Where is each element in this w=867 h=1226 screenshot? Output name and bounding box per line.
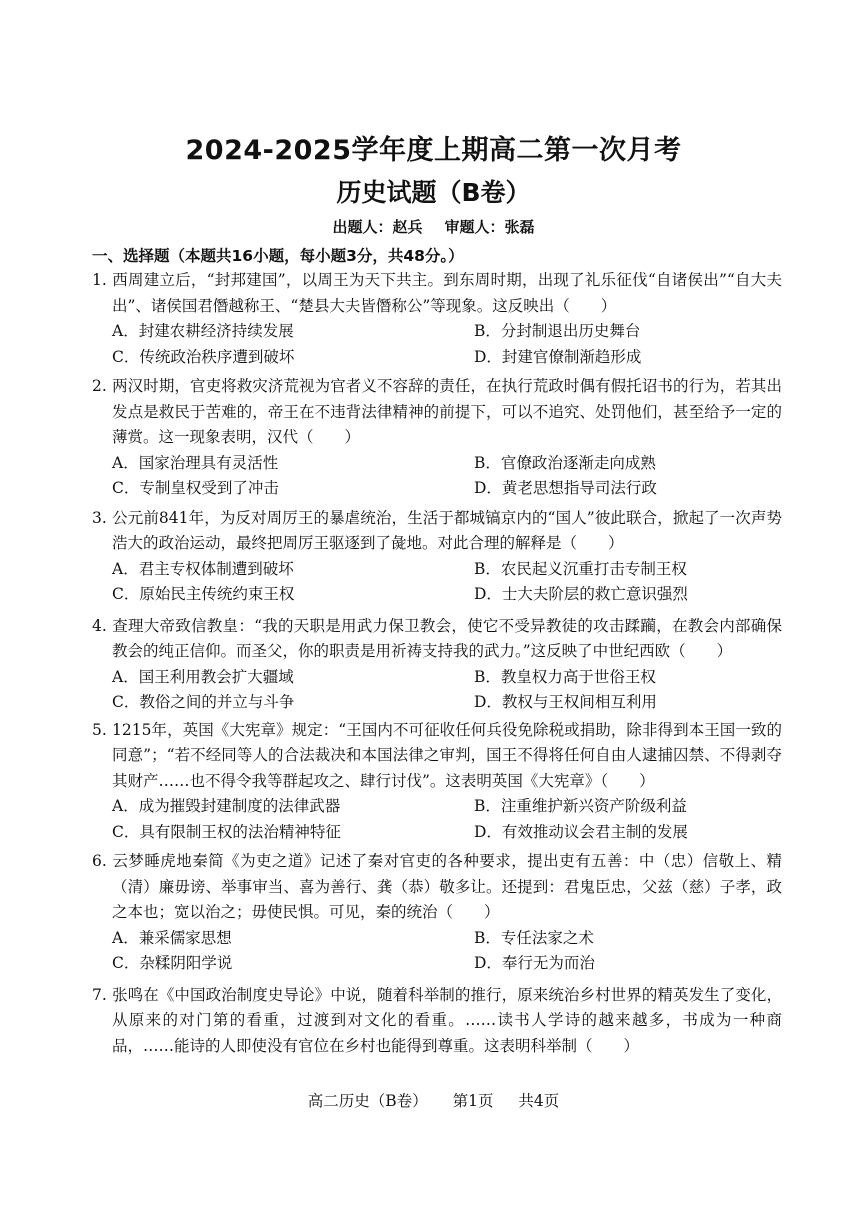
question-text: 查理大帝致信教皇：“我的天职是用武力保卫教会，使它不受异教徒的攻击蹂躏，在教会内部确保教会的纯正信仰。而圣父，你的职责是用祈祷支持我的武力。”这反映了中世纪西欧（ ） bbox=[112, 616, 782, 660]
question-text: 1215年，英国《大宪章》规定：“王国内不可征收任何兵役免除税或捐助，除非得到本王国一致的同意”；“若不经同等人的合法裁决和本国法律之审判，国王不得将任何自由人逮捕囚禁、不得剥夺其财产……也不得令我等群起攻之、肆行讨伐”。这表明英国《大宪章》（ ） bbox=[112, 720, 782, 790]
option-b: B．分封制退出历史舞台 bbox=[474, 322, 641, 340]
option-b: B．官僚政治逐渐走向成熟 bbox=[474, 453, 656, 472]
option-grid bbox=[92, 665, 782, 716]
option-c: C．专制皇权受到了冲击 bbox=[112, 479, 279, 497]
option-d: D．教权与王权间相互利用 bbox=[474, 693, 657, 711]
question-number: 5. bbox=[92, 720, 107, 739]
question-list bbox=[92, 268, 782, 1059]
question-number: 6. bbox=[92, 852, 107, 870]
option-c: C．传统政治秩序遭到破坏 bbox=[112, 347, 295, 366]
page-footer bbox=[0, 1089, 867, 1111]
option-b: B．农民起义沉重打击专制王权 bbox=[474, 559, 687, 578]
section-heading: 一、选择题（本题共16小题，每小题3分，共48分。） bbox=[92, 247, 464, 265]
question-stem bbox=[92, 374, 782, 451]
option-b: B．注重维护新兴资产阶级利益 bbox=[474, 797, 687, 815]
question-stem bbox=[92, 983, 782, 1060]
question-6 bbox=[92, 849, 782, 977]
question-stem bbox=[92, 614, 782, 665]
exam-title: 2024-2025学年度上期高二第一次月考 bbox=[185, 135, 682, 166]
question-number: 1. bbox=[92, 271, 107, 289]
option-d: D．黄老思想指导司法行政 bbox=[474, 479, 657, 497]
footer-page-total: 共4页 bbox=[518, 1092, 560, 1110]
option-b: B．教皇权力高于世俗王权 bbox=[474, 667, 656, 686]
question-stem bbox=[92, 506, 782, 557]
question-text: 张鸣在《中国政治制度史导论》中说，随着科举制的推行，原来统治乡村世界的精英发生了变化，从原来的对门第的看重，过渡到对文化的看重。……读书人学诗的越来越多，书成为一种商品，……能诗的人即使没有官位在乡村也能得到尊重。这表明科举制（ ） bbox=[112, 985, 782, 1055]
question-stem bbox=[92, 849, 782, 926]
question-text: 云梦睡虎地秦简《为吏之道》记述了秦对官吏的各种要求，提出吏有五善：中（忠）信敬上、精（清）廉毋谤、举事审当、喜为善行、龚（恭）敬多让。还提到：君鬼臣忠，父兹（慈）子孝，政之本也；宽以治之；毋使民惧。可见，秦的统治（ ） bbox=[112, 852, 782, 921]
option-grid bbox=[92, 794, 782, 845]
option-grid bbox=[92, 319, 782, 370]
option-c: C．具有限制王权的法治精神特征 bbox=[112, 822, 341, 841]
option-a: A．封建农耕经济持续发展 bbox=[112, 322, 294, 340]
option-a: A．国王利用教会扩大疆域 bbox=[112, 667, 294, 686]
question-number: 2. bbox=[92, 377, 107, 395]
option-a: A．君主专权体制遭到破坏 bbox=[112, 559, 294, 578]
option-c: C．教俗之间的并立与斗争 bbox=[112, 693, 295, 711]
option-a: A．兼采儒家思想 bbox=[112, 928, 232, 947]
exam-authors bbox=[0, 216, 867, 237]
option-c: C．原始民主传统约束王权 bbox=[112, 585, 295, 603]
question-text: 公元前841年，为反对周厉王的暴虐统治，生活于都城镐京内的“国人”彼此联合，掀起了一次声势浩大的政治运动，最终把周厉王驱逐到了彘地。对此合理的解释是（ ） bbox=[112, 508, 782, 552]
option-grid bbox=[92, 451, 782, 502]
option-d: D．士大夫阶层的救亡意识强烈 bbox=[474, 585, 688, 603]
option-grid bbox=[92, 926, 782, 977]
question-number: 7. bbox=[92, 985, 107, 1004]
option-d: D．封建官僚制渐趋形成 bbox=[474, 347, 642, 366]
question-5 bbox=[92, 718, 782, 846]
question-3 bbox=[92, 506, 782, 608]
option-b: B．专任法家之术 bbox=[474, 928, 594, 947]
question-text: 西周建立后，“封邦建国”，以周王为天下共主。到东周时期，出现了礼乐征伐“自诸侯出”“自大夫出”、诸侯国君僭越称王、“楚县大夫皆僭称公”等现象。这反映出（ ） bbox=[112, 271, 782, 315]
question-1 bbox=[92, 268, 782, 370]
question-number: 4. bbox=[92, 616, 107, 635]
reviewer-label: 审题人：张磊 bbox=[444, 218, 535, 236]
option-grid bbox=[92, 557, 782, 608]
question-number: 3. bbox=[92, 508, 107, 527]
option-c: C．杂糅阴阳学说 bbox=[112, 954, 233, 972]
footer-course: 高二历史（B卷） bbox=[307, 1092, 428, 1110]
option-a: A．国家治理具有灵活性 bbox=[112, 453, 279, 472]
option-d: D．有效推动议会君主制的发展 bbox=[474, 822, 688, 841]
question-4 bbox=[92, 614, 782, 716]
exam-subtitle: 历史试题（B卷） bbox=[336, 178, 531, 207]
footer-page-number: 第1页 bbox=[452, 1092, 494, 1110]
option-a: A．成为摧毁封建制度的法律武器 bbox=[112, 797, 341, 815]
question-stem bbox=[92, 268, 782, 319]
question-7 bbox=[92, 983, 782, 1060]
option-d: D．奉行无为而治 bbox=[474, 954, 595, 972]
question-2 bbox=[92, 374, 782, 502]
setter-label: 出题人：赵兵 bbox=[332, 218, 423, 236]
question-stem bbox=[92, 718, 782, 795]
question-text: 两汉时期，官吏将救灾济荒视为官者义不容辞的责任，在执行荒政时偶有假托诏书的行为，若其出发点是救民于苦难的，帝王在不违背法律精神的前提下，可以不追究、处罚他们，甚至给予一定的薄赏。这一现象表明，汉代（ ） bbox=[112, 377, 782, 446]
